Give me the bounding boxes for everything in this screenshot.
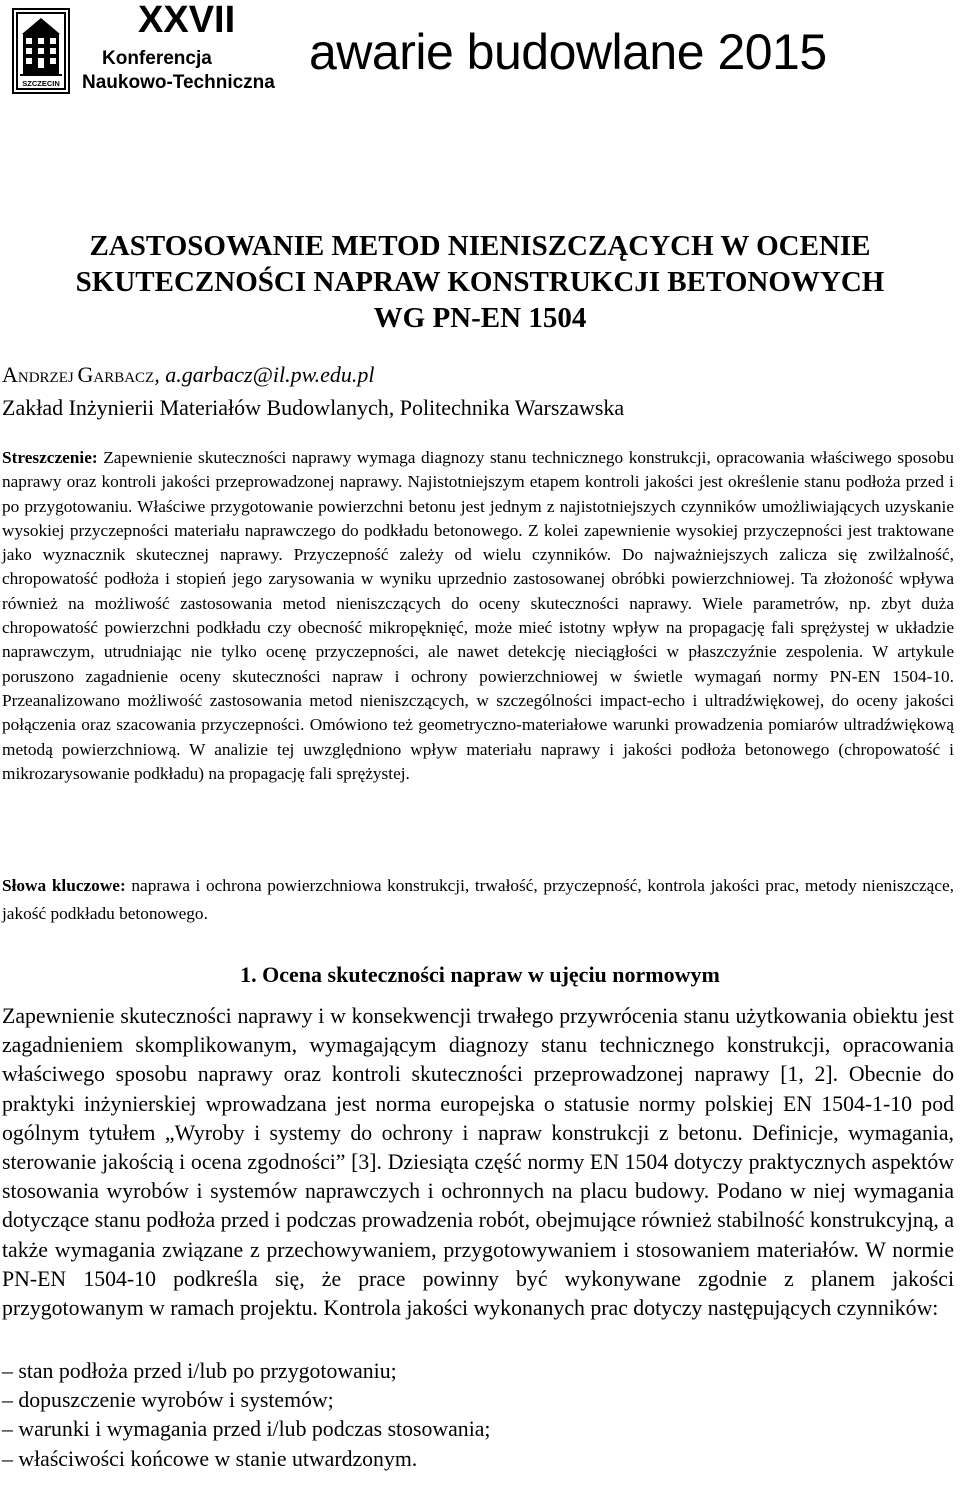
author-line (2, 362, 375, 391)
logo-city-label: SZCZECIN (22, 79, 60, 88)
abstract-label: Streszczenie: (2, 448, 98, 467)
abstract (2, 446, 954, 786)
paper-title (0, 228, 960, 336)
author-affiliation: Zakład Inżynierii Materiałów Budowlanych, Politechnika Warszawska (2, 395, 625, 420)
author-name-smallcaps: NDRZEJ (17, 370, 78, 386)
conference-edition: XXVII (138, 0, 236, 41)
conference-label-line1: Konferencja (102, 48, 212, 69)
abstract-text: Zapewnienie skuteczności naprawy wymaga diagnozy stanu technicznego konstrukcji, opracowania właściwego sposobu naprawy oraz kontroli jakości przeprowadzonej naprawy. Najistotniejszym etapem kontroli jakości jest określenie stanu podłoża przed i po przygotowaniu. Właściwe przygotowanie powierzchni betonu jest jednym z najistotniejszych czynników umożliwiających uzyskanie wysokiej przyczepności materiału naprawczego do podkładu betonowego. Z kolei zapewnienie wysokiej przyczepności jest traktowane jako wyznacznik skutecznej naprawy. Przyczepność zależy od wielu czynników. Do najważniejszych zalicza się zwilżalność, chropowatość podłoża i stopień jego zarysowania w wyniku uprzednio zastosowanej obróbki powierzchniowej. Ta złożoność wpływa również na możliwość zastosowania metod nieniszczących do oceny skuteczności naprawy. Wiele parametrów, np. zbyt duża chropowatość powierzchni podkładu czy obecność mikropęknięć, może mieć istotny wpływ na propagację fali sprężystej w układzie naprawczym, utrudniając nie tylko ocenę przyczepności, ale nawet detekcję nieciągłości w płaszczyźnie zespolenia. W artykule poruszono zagadnienie oceny skuteczności napraw i ochrony powierzchniowej w świetle wymagań normy PN-EN 1504-10. Przeanalizowano możliwość zastosowania metod nieniszczących, w szczególności impact-echo i ultradźwiękowej, do oceny jakości połączenia oraz szacowania przyczepności. Omówiono też geometryczno-materiałowe warunki prowadzenia pomiarów ultradźwiękową metodą powierzchniową. W analizie tej uwzględniono wpływ materiału naprawy i jakości podłoża betonowego (chropowatość i mikrozarysowanie podkładu) na propagację fali sprężystej. (2, 448, 954, 783)
requirements-list (2, 1357, 954, 1474)
author-initial: G (77, 362, 94, 387)
building-logo-icon (14, 10, 68, 92)
author-email: , a.garbacz@il.pw.edu.pl (154, 362, 375, 387)
author-name-smallcaps: ARBACZ (93, 370, 155, 386)
paper-title-line: ZASTOSOWANIE METOD NIENISZCZĄCYCH W OCENIE (89, 230, 871, 262)
list-item: – właściwości końcowe w stanie utwardzonym. (2, 1446, 418, 1471)
list-item: – warunki i wymagania przed i/lub podczas stosowania; (2, 1417, 491, 1442)
section-paragraph: Zapewnienie skuteczności naprawy i w konsekwencji trwałego przywrócenia stanu użytkowania obiektu jest zagadnieniem skomplikowanym, wymagającym diagnozy stanu technicznego konstrukcji, opracowania właściwego sposobu naprawy oraz kontroli skuteczności przeprowadzonej naprawy [1, 2]. Obecnie do praktyki inżynierskiej wprowadzana jest norma europejska o statusie normy polskiej EN 1504-1-10 pod ogólnym tytułem „Wyroby i systemy do ochrony i napraw konstrukcji z betonu. Definicje, wymagania, sterowanie jakością i ocena zgodności” [3]. Dziesiąta część normy EN 1504 dotyczy praktycznych aspektów stosowania wyrobów i systemów naprawczych i ochronnych na placu budowy. Podano w niej wymagania dotyczące stanu podłoża przed i podczas prowadzenia robót, obejmujące również stabilność konstrukcyjną, a także wymagania związane z przechowywaniem, przygotowywaniem i stosowaniem materiałów. W normie PN-EN 1504-10 podkreśla się, że prace powinny być wykonywane zgodnie z planem jakości przygotowanym w ramach projektu. Kontrola jakości wykonanych prac dotyczy następujących czynników: (2, 1004, 954, 1321)
paper-title-line: WG PN-EN 1504 (373, 302, 587, 334)
conference-logo (12, 8, 70, 94)
keywords (2, 872, 954, 928)
list-item: – dopuszczenie wyrobów i systemów; (2, 1388, 334, 1413)
conference-label-line2: Naukowo-Techniczna (82, 72, 275, 93)
section-heading: 1. Ocena skuteczności napraw w ujęciu normowym (240, 962, 720, 987)
author-initial: A (2, 362, 18, 387)
conference-header (0, 0, 960, 100)
paper-title-line: SKUTECZNOŚCI NAPRAW KONSTRUKCJI BETONOWYCH (75, 266, 885, 298)
keywords-label: Słowa kluczowe: (2, 876, 126, 895)
keywords-text: naprawa i ochrona powierzchniowa konstrukcji, trwałość, przyczepność, kontrola jakości prac, metody nieniszczące, jakość podkładu betonowego. (2, 876, 954, 923)
conference-name: awarie budowlane 2015 (309, 24, 827, 80)
list-item: – stan podłoża przed i/lub po przygotowaniu; (2, 1359, 397, 1383)
